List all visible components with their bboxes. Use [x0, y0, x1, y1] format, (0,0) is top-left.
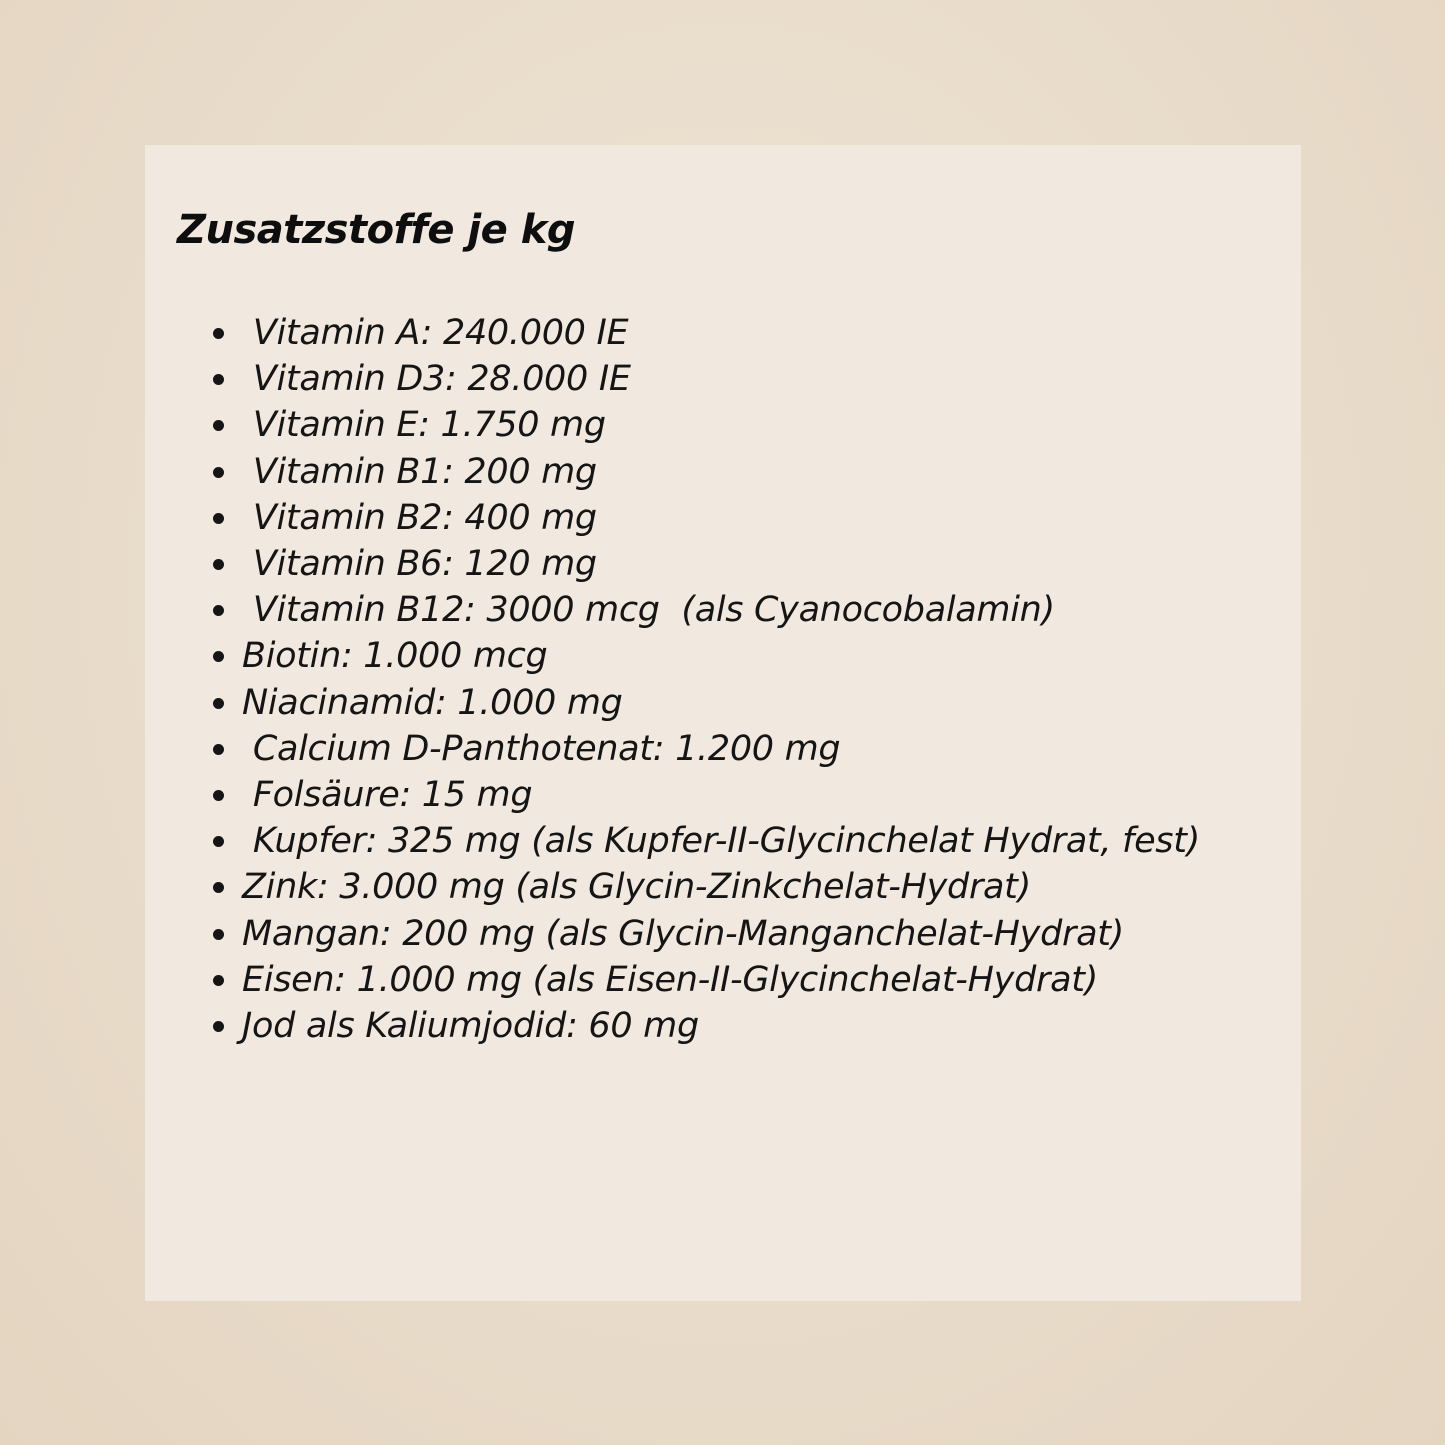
list-item-text: Niacinamid: 1.000 mg	[242, 682, 623, 723]
page-title: Zusatzstoffe je kg	[177, 207, 575, 253]
bullet-icon	[213, 836, 224, 847]
list-item	[205, 1003, 1285, 1049]
list-item	[205, 864, 1285, 910]
bullet-icon	[213, 605, 224, 616]
list-item-text: Vitamin B1: 200 mg	[242, 451, 597, 492]
list-item-text: Jod als Kaliumjodid: 60 mg	[242, 1006, 699, 1047]
list-item-text: Vitamin D3: 28.000 IE	[242, 359, 631, 400]
list-item-text: Vitamin B2: 400 mg	[242, 497, 597, 538]
list-item	[205, 957, 1285, 1003]
list-item-text: Biotin: 1.000 mcg	[242, 636, 548, 677]
list-item	[205, 495, 1285, 541]
content-card	[145, 145, 1301, 1301]
bullet-icon	[213, 1021, 224, 1032]
list-item	[205, 402, 1285, 448]
list-item-text: Vitamin A: 240.000 IE	[242, 313, 629, 353]
bullet-icon	[213, 374, 224, 385]
bullet-icon	[213, 467, 224, 478]
list-item	[205, 818, 1232, 864]
list-item-text: Calcium D-Panthotenat: 1.200 mg	[242, 728, 841, 769]
list-item	[205, 310, 1285, 356]
list-item	[205, 772, 1285, 818]
bullet-icon	[213, 559, 224, 570]
list-item	[205, 911, 1285, 957]
list-item-text: Vitamin B12: 3000 mcg (als Cyanocobalamin)	[242, 590, 1055, 631]
list-item-text: Vitamin E: 1.750 mg	[242, 405, 606, 446]
bullet-icon	[213, 420, 224, 431]
bullet-icon	[213, 513, 224, 524]
bullet-icon	[213, 929, 224, 940]
list-item	[205, 356, 1285, 402]
bullet-icon	[213, 882, 224, 893]
list-item-text: Mangan: 200 mg (als Glycin-Manganchelat-Hydrat)	[242, 913, 1125, 954]
list-item	[205, 449, 1285, 495]
list-item-text: Eisen: 1.000 mg (als Eisen-II-Glycinchelat-Hydrat)	[242, 959, 1099, 1000]
additives-list	[205, 310, 1285, 1049]
list-item-text: Zink: 3.000 mg (als Glycin-Zinkchelat-Hydrat)	[242, 867, 1031, 908]
list-item-text: Folsäure: 15 mg	[242, 775, 533, 816]
bullet-icon	[213, 744, 224, 755]
bullet-icon	[213, 790, 224, 801]
list-item-text: Vitamin B6: 120 mg	[242, 544, 597, 585]
list-item	[205, 633, 1285, 679]
bullet-icon	[213, 328, 224, 339]
list-item	[205, 726, 1285, 772]
bullet-icon	[213, 698, 224, 709]
list-item	[205, 541, 1285, 587]
bullet-icon	[213, 975, 224, 986]
list-item-text: Kupfer: 325 mg (als Kupfer-II-Glycinchelat Hydrat, fest)	[242, 821, 1201, 862]
bullet-icon	[213, 651, 224, 662]
list-item	[205, 680, 1285, 726]
list-item	[205, 587, 1285, 633]
